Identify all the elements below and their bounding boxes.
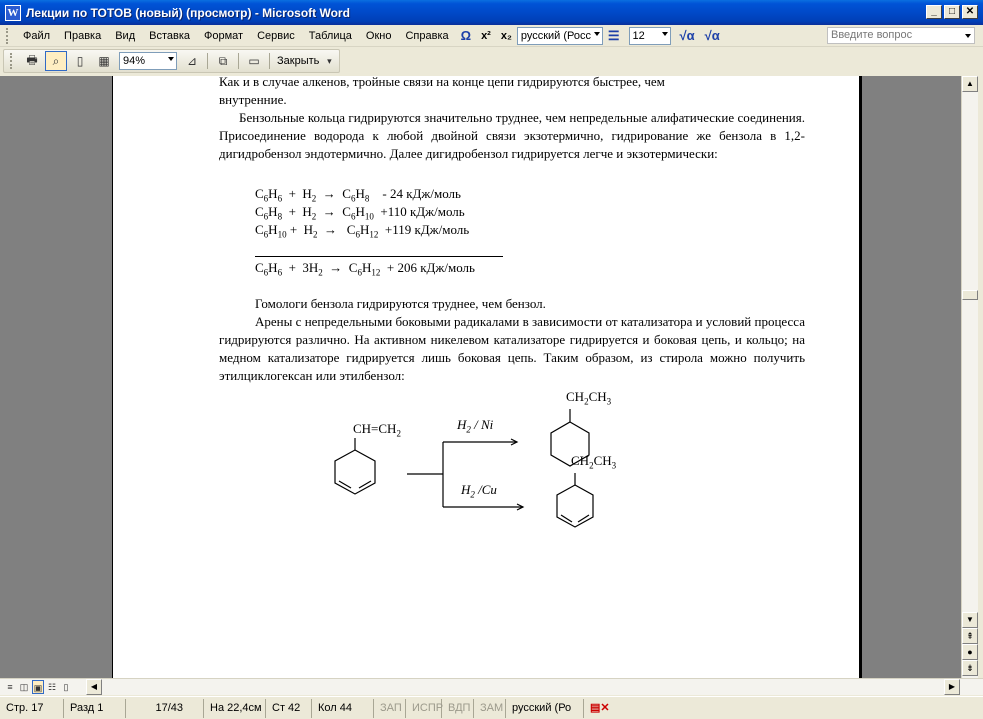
bullet-list-icon[interactable]: ☰ xyxy=(607,27,620,43)
menu-table[interactable]: Таблица xyxy=(308,29,352,42)
toolbar-band xyxy=(3,49,340,73)
menu-view[interactable]: Вид xyxy=(115,29,136,42)
title-bar xyxy=(0,0,983,25)
equation-total: $C_6H_6 + 3H_2 \to C_6H_{12} + 206$ кДж/моль xyxy=(255,260,475,278)
scroll-down-icon[interactable]: ▼ xyxy=(962,612,978,628)
next-page-icon[interactable]: ⇟ xyxy=(962,660,978,676)
close-preview-button[interactable]: Закрыть xyxy=(277,55,320,67)
status-column[interactable]: Кол 44 xyxy=(312,699,374,718)
one-page-icon[interactable]: ▯ xyxy=(76,54,84,68)
status-line[interactable]: Ст 42 xyxy=(266,699,312,718)
browse-object-icon[interactable]: ● xyxy=(962,644,978,660)
menu-insert[interactable]: Вставка xyxy=(149,29,191,42)
spelling-check-icon[interactable]: ▤✕ xyxy=(590,701,610,714)
equation-3: $C_6H_{10} + H_2 \to C_6H_{12} +119$ кДж/моль xyxy=(255,222,470,240)
window-title: Лекции по ТОТОВ (новый) (просмотр) - Microsoft Word xyxy=(26,5,350,20)
maximize-button[interactable]: □ xyxy=(944,5,960,19)
view-ruler-icon[interactable]: ⊿ xyxy=(186,54,198,68)
menu-grip[interactable] xyxy=(6,28,10,44)
ethylbenzene-ring xyxy=(557,473,593,527)
font-size-combo[interactable] xyxy=(629,27,671,45)
scroll-up-icon[interactable]: ▲ xyxy=(962,76,978,92)
word-app-icon[interactable]: W xyxy=(5,5,21,21)
styrene-group-label: $CH=CH_2$ xyxy=(353,421,401,439)
menu-file[interactable]: Файл xyxy=(23,29,51,42)
equation-3-energy: +119 кДж/моль xyxy=(384,222,470,237)
toolbar-separator xyxy=(238,53,239,69)
text-line-2: внутренние. xyxy=(219,92,287,107)
catalyst-cu-label: $H_2$ /Cu xyxy=(461,482,497,500)
font-size-value: 12 xyxy=(632,29,645,42)
status-page[interactable]: Стр. 17 xyxy=(0,699,64,718)
ethyl-group-bottom-label: $CH_2CH_3$ xyxy=(571,453,617,471)
menu-tools[interactable]: Сервис xyxy=(257,29,295,42)
document-page[interactable] xyxy=(112,76,860,678)
paragraph-arenes: Арены с непредельными боковыми радикалами в зависимости от катализатора и условий процесса гидрируются различно. На активном никелевом катализаторе гидрируется и боковая цепь, и кольцо; на медном катализаторе гидрируется лишь боковая цепь. Таким образом, из стирола можно получить этилциклогексан или этилбензол: xyxy=(219,314,805,383)
multiple-pages-icon[interactable]: ▦ xyxy=(98,54,110,68)
zoom-combo[interactable] xyxy=(119,52,177,70)
status-track-changes[interactable]: ИСПР xyxy=(406,699,442,718)
status-section[interactable]: Разд 1 xyxy=(64,699,126,718)
magnifier-icon[interactable]: ⌕ xyxy=(45,51,67,71)
print-preview-toolbar xyxy=(0,48,983,74)
reaction-scheme xyxy=(113,76,861,678)
chevron-down-icon xyxy=(662,32,668,36)
ethyl-group-top-label: $CH_2CH_3$ xyxy=(566,389,612,407)
chevron-down-icon xyxy=(965,34,971,38)
superscript-icon[interactable]: x² xyxy=(481,29,491,42)
menu-window[interactable]: Окно xyxy=(365,29,392,42)
language-combo[interactable] xyxy=(517,27,603,45)
toolbar-separator xyxy=(269,53,270,69)
chevron-down-icon xyxy=(594,32,600,36)
sqrt-alpha-icon-2[interactable]: √α xyxy=(704,27,720,43)
web-layout-icon[interactable]: ◫ xyxy=(19,682,29,692)
menu-format[interactable]: Формат xyxy=(204,29,244,42)
status-overtype[interactable]: ЗАМ xyxy=(474,699,506,718)
menu-help[interactable]: Справка xyxy=(405,29,449,42)
scroll-thumb[interactable] xyxy=(962,290,978,300)
toolbar-grip[interactable] xyxy=(10,53,14,69)
equation-1: $C_6H_6 + H_2 \to C_6H_8$ - 24 кДж/моль xyxy=(255,186,461,204)
full-screen-icon[interactable]: ▭ xyxy=(248,54,260,68)
print-layout-icon[interactable]: ▣ xyxy=(32,680,44,694)
help-question-placeholder: Введите вопрос xyxy=(831,29,913,41)
close-button[interactable]: ✕ xyxy=(962,5,978,19)
scroll-right-icon[interactable]: ▶ xyxy=(944,679,960,695)
minimize-button[interactable]: _ xyxy=(926,5,942,19)
normal-view-icon[interactable]: ≡ xyxy=(7,682,13,692)
outline-view-icon[interactable]: ☷ xyxy=(47,682,57,692)
equation-2: $C_6H_8 + H_2 \to C_6H_{10} +110$ кДж/моль xyxy=(255,204,465,222)
text-line-1: Как и в случае алкенов, тройные связи на конце цепи гидрируются быстрее, чем xyxy=(219,76,665,89)
status-position[interactable]: На 22,4см xyxy=(204,699,266,718)
catalyst-ni-label: $H_2$ / Ni xyxy=(457,417,494,435)
help-question-input[interactable] xyxy=(827,27,975,44)
subscript-icon[interactable]: x₂ xyxy=(500,29,512,42)
status-extend[interactable]: ВДП xyxy=(442,699,474,718)
toolbar-options-icon[interactable]: ▾ xyxy=(327,55,332,66)
vertical-scrollbar[interactable] xyxy=(961,76,978,678)
language-combo-value: русский (Росс xyxy=(520,29,592,42)
omega-symbol-icon[interactable]: Ω xyxy=(460,27,472,43)
status-record-macro[interactable]: ЗАП xyxy=(374,699,406,718)
zoom-value: 94% xyxy=(123,55,146,67)
reading-layout-icon[interactable]: ▯ xyxy=(63,682,69,692)
print-icon[interactable]: 🖶 xyxy=(26,52,38,67)
shrink-to-fit-icon[interactable]: ⧉ xyxy=(218,53,228,68)
document-area xyxy=(0,76,961,678)
equation-1-energy: - 24 кДж/моль xyxy=(382,186,461,201)
equation-2-energy: +110 кДж/моль xyxy=(380,204,465,219)
styrene-ring xyxy=(335,438,375,494)
toolbar-separator xyxy=(207,53,208,69)
paragraph-benzene: Бензольные кольца гидрируются значительно труднее, чем непредельные алифатические соединения. Присоединение водорода к любой двойной связи экзотермично, гидрирование же бензола в 1,2-дигидробензол эндотермично. Далее дигидробензол гидрируется легче и экзотермически: xyxy=(219,110,805,161)
menu-edit[interactable]: Правка xyxy=(64,29,102,42)
scroll-left-icon[interactable]: ◀ xyxy=(86,679,102,695)
status-bar xyxy=(0,696,983,719)
chevron-down-icon xyxy=(168,57,174,61)
equation-total-energy: + 206 кДж/моль xyxy=(386,260,475,275)
paragraph-homologues: Гомологи бензола гидрируются труднее, чем бензол. xyxy=(255,296,546,311)
status-pages[interactable]: 17/43 xyxy=(126,699,204,718)
status-language[interactable]: русский (Ро xyxy=(506,699,584,718)
previous-page-icon[interactable]: ⇞ xyxy=(962,628,978,644)
sqrt-alpha-icon[interactable]: √α xyxy=(679,27,695,43)
horizontal-scrollbar[interactable] xyxy=(0,678,983,695)
